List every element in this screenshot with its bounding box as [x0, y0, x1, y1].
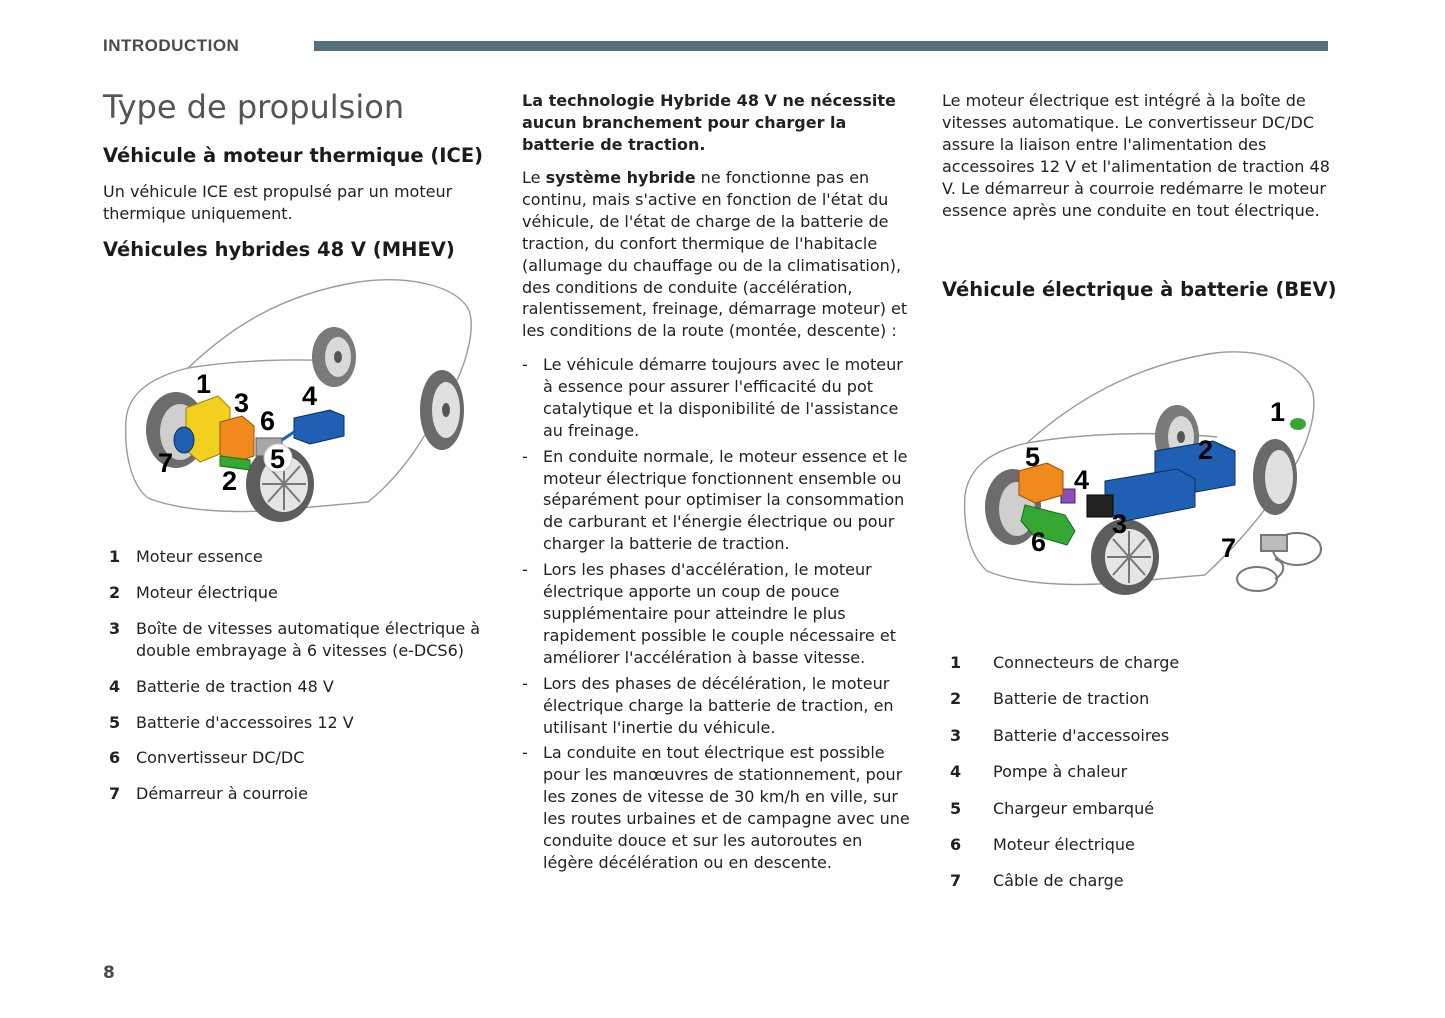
mhev-label-3: 3: [234, 388, 250, 418]
ice-heading: Véhicule à moteur thermique (ICE): [103, 144, 484, 167]
electric-motor: [1021, 505, 1075, 545]
legend-item: 7 Câble de charge: [950, 871, 1124, 891]
bev-label-2: 2: [1198, 435, 1214, 465]
mhev-label-5: 5: [270, 444, 286, 474]
legend-item: 3 Boîte de vitesses automatique électrique à double embrayage à 6 vitesses (e-DCS6): [109, 618, 481, 660]
bev-label-4: 4: [1074, 465, 1090, 495]
list-item: - En conduite normale, le moteur essence et le moteur électrique fonctionnent ensemble ou séparément pour optimiser la consommation de carburant et l'énergie électrique ou pour charger la batterie de traction.: [522, 446, 908, 554]
mhev-legend: [109, 546, 489, 819]
list-item: - La conduite en tout électrique est possible pour les manœuvres de stationnement, pour les zones de vitesse de 30 km/h en ville, sur les routes urbaines et de campagne avec une conduite douce et sur les autoroutes en légère décélération ou en descente.: [522, 743, 910, 872]
list-item: - Le véhicule démarre toujours avec le moteur à essence pour assurer l'efficacité du pot catalytique et la disponibilité de l'assistance au freinage.: [522, 355, 903, 440]
hybrid-bullets: [522, 354, 914, 878]
legend-item: 4 Pompe à chaleur: [950, 762, 1128, 782]
rear-wheel-top: [312, 327, 356, 387]
bev-label-6: 6: [1031, 527, 1047, 557]
bev-label-1: 1: [1270, 397, 1286, 427]
charging-cable: [1237, 533, 1321, 591]
page-number: 8: [103, 963, 115, 983]
motor-integration-text: Le moteur électrique est intégré à la boîte de vitesses automatique. Le convertisseur DC/DC assure la liaison entre l'alimentation des accessoires 12 V et l'alimentation de traction 48 V. Le démarreur à courroie redémarre le moteur essence après une conduite en tout électrique.: [942, 91, 1330, 220]
bev-label-3: 3: [1112, 509, 1128, 539]
header-rule: [314, 41, 1328, 51]
charging-connector: [1290, 418, 1306, 430]
section-title: INTRODUCTION: [103, 36, 240, 55]
hybrid-intro: La technologie Hybride 48 V ne nécessite aucun branchement pour charger la batterie de traction.: [522, 91, 896, 154]
legend-item: 6 Moteur électrique: [950, 835, 1135, 855]
legend-item: 6 Convertisseur DC/DC: [109, 748, 305, 768]
legend-item: 1 Connecteurs de charge: [950, 653, 1180, 672]
mhev-label-2: 2: [222, 466, 238, 496]
mhev-label-4: 4: [302, 381, 318, 411]
list-item: - Lors des phases de décélération, le moteur électrique charge la batterie de traction, en utilisant l'inertie du véhicule.: [522, 673, 894, 737]
traction-battery-48v: [294, 410, 344, 444]
belt-starter: [174, 427, 194, 453]
hybrid-system-paragraph: Le système hybride ne fonctionne pas en continu, mais s'active en fonction de l'état du véhicule, de l'état de charge de la batterie de traction, du confort thermique de l'habitacle (allumage du chauffage ou de la climatisation), des conditions de conduite (accélération, ralentissement, freinage, démarrage moteur) et les conditions de la route (montée, descente) :: [522, 168, 908, 341]
ice-description: Un véhicule ICE est propulsé par un moteur thermique uniquement.: [103, 182, 453, 223]
mhev-label-6: 6: [260, 406, 276, 436]
legend-item: 2 Batterie de traction: [950, 689, 1150, 709]
page-title: Type de propulsion: [103, 88, 405, 126]
accessory-battery: [1087, 495, 1113, 517]
legend-item: 5 Batterie d'accessoires 12 V: [109, 712, 354, 732]
bev-heading: Véhicule électrique à batterie (BEV): [942, 278, 1337, 301]
mhev-diagram: [108, 270, 478, 528]
mhev-label-7: 7: [158, 448, 174, 478]
bev-legend: [950, 652, 1330, 907]
hybrid-system-term: système hybride: [545, 168, 696, 187]
legend-item: 1 Moteur essence: [109, 547, 263, 566]
mhev-heading: Véhicules hybrides 48 V (MHEV): [103, 238, 455, 261]
mhev-label-1: 1: [196, 369, 212, 399]
bev-diagram: [955, 345, 1330, 610]
rear-wheel-right: [420, 370, 464, 450]
list-item: - Lors les phases d'accélération, le moteur électrique apporte un coup de pouce supplémentaire pour atteindre le plus rapidement possible le couple nécessaire et améliorer l'accélération à basse vitesse.: [522, 560, 896, 667]
legend-item: 4 Batterie de traction 48 V: [109, 676, 334, 696]
legend-item: 3 Batterie d'accessoires: [950, 725, 1170, 745]
legend-item: 5 Chargeur embarqué: [950, 798, 1155, 818]
bev-label-5: 5: [1025, 442, 1041, 472]
rear-wheel-right: [1253, 439, 1297, 515]
legend-item: 7 Démarreur à courroie: [109, 784, 308, 804]
legend-item: 2 Moteur électrique: [109, 582, 278, 602]
bev-label-7: 7: [1221, 533, 1237, 563]
